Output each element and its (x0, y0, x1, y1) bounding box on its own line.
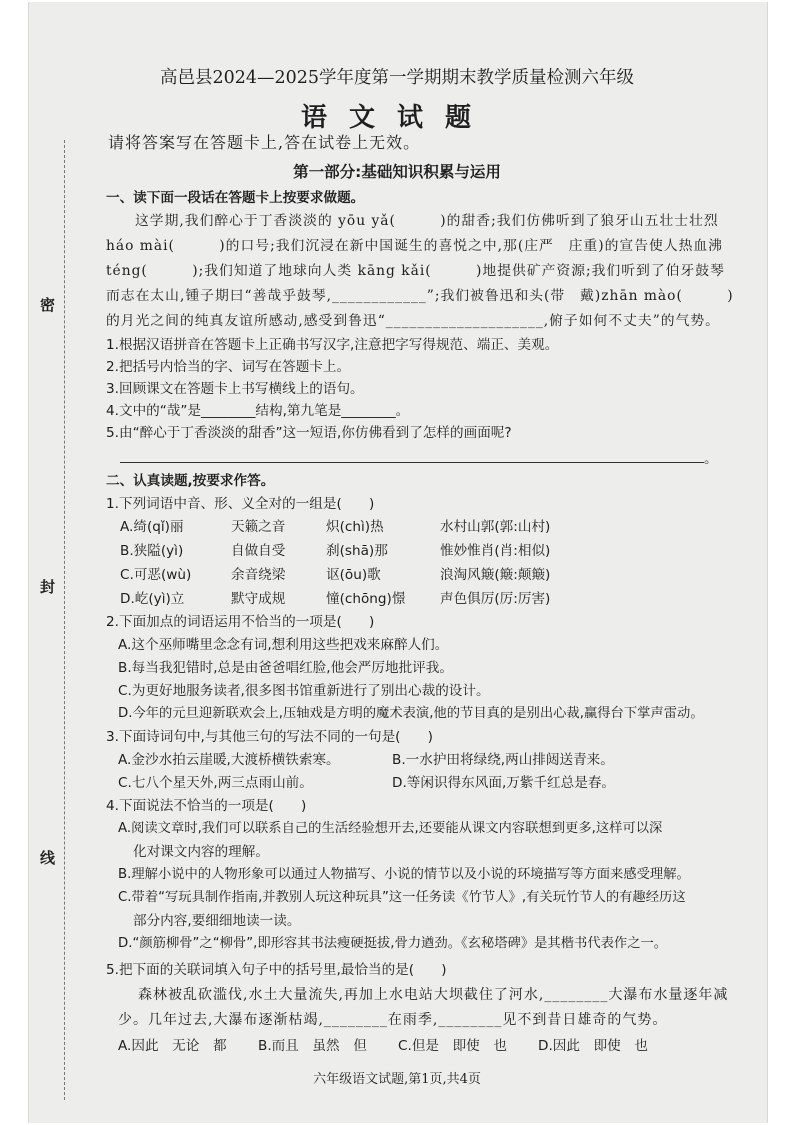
option: D.等闲识得东风面,万紫千红总是春。 (392, 775, 616, 791)
passage-line: 而志在太山,锺子期曰“善哉乎鼓琴,____________”;我们被鲁迅和头(带 戴)zhān mào( ) (106, 288, 734, 304)
question: 5.把下面的关联词填入句子中的括号里,最恰当的是( ) (106, 962, 447, 978)
part-one-title: 第一部分:基础知识积累与运用 (293, 163, 501, 181)
answer-line (120, 462, 704, 463)
option: B.而且 虽然 但 (258, 1038, 367, 1054)
passage-line: háo mài( )的口号;我们沉浸在新中国诞生的喜悦之中,那(庄严 庄重)的宣告使人热血沸 (106, 238, 723, 254)
option: 部分内容,要细细地读一读。 (133, 913, 301, 929)
question: 2.下面加点的词语运用不恰当的一项是( ) (106, 614, 375, 630)
question: 4.下面说法不恰当的一项是( ) (106, 798, 307, 814)
page-footer: 六年级语文试题,第1页,共4页 (313, 1072, 481, 1087)
option: D.“颜筋柳骨”之“柳骨”,即形容其书法瘦硬挺拔,骨力遒劲。《玄秘塔碑》是其楷书代表作之一。 (118, 936, 668, 951)
option: A.绮(qǐ)丽 (120, 519, 184, 535)
passage-line: 少。几年过去,大瀑布逐渐枯竭,________在雨季,________见不到昔日雄奇的气势。 (118, 1012, 668, 1028)
passage-line: 森林被乱砍滥伐,水土大量流失,再加上水电站大坝截住了河水,________大瀑布水量逐年减 (138, 987, 729, 1003)
option: B.一水护田将绿绕,两山排闼送青来。 (392, 752, 614, 768)
option: A.因此 无论 都 (118, 1038, 227, 1054)
option: 水村山郭(郭:山村) (440, 519, 551, 535)
passage-line: 的月光之间的纯真友谊所感动,感受到鲁迅“____________________,俯子如何不丈夫”的气势。 (106, 313, 720, 329)
option: D.屹(yì)立 (120, 591, 185, 607)
option: C.七八个星天外,两三点雨山前。 (118, 775, 313, 791)
option: 默守成规 (231, 591, 286, 607)
option: 惟妙惟肖(肖:相似) (440, 543, 551, 559)
instruction: 请将答案写在答题卡上,答在试卷上无效。 (108, 133, 421, 152)
passage-line: 这学期,我们醉心于丁香淡淡的 yōu yǎ( )的甜香;我们仿佛听到了狼牙山五壮士壮烈 (135, 213, 719, 229)
seal-char-feng: 封 (40, 574, 55, 599)
option: B.理解小说中的人物形象可以通过人物描写、小说的情节以及小说的环境描写等方面来感受理解。 (118, 867, 690, 882)
option: A.这个巫师嘴里念念有词,想利用这些把戏来麻醉人们。 (118, 637, 449, 653)
option: B.每当我犯错时,总是由爸爸唱红脸,他会严厉地批评我。 (118, 660, 453, 676)
section-two-heading: 二、认真读题,按要求作答。 (106, 473, 275, 489)
option: C.可恶(wù) (120, 567, 192, 583)
question: 5.由“醉心于丁香淡淡的甜香”这一短语,你仿佛看到了怎样的画面呢? (106, 425, 512, 441)
option: 憧(chōng)憬 (326, 591, 406, 607)
question: 3.下面诗词句中,与其他三句的写法不同的一句是( ) (106, 729, 433, 745)
question: 4.文中的“哉”是________结构,第九笔是________。 (106, 403, 410, 419)
seal-char-xian: 线 (40, 845, 55, 870)
option: 浪淘风簸(簸:颠簸) (440, 567, 551, 583)
option: D.因此 即使 也 (538, 1038, 648, 1054)
option: 炽(chì)热 (326, 519, 384, 535)
passage-line: téng( );我们知道了地球向人类 kāng kǎi( )地提供矿产资源;我们听到了伯牙鼓琴 (106, 263, 725, 279)
period: 。 (704, 451, 718, 467)
binding-dashed-line (64, 140, 65, 1100)
question: 2.把括号内恰当的字、词写在答题卡上。 (106, 359, 351, 375)
question: 1.根据汉语拼音在答题卡上正确书写汉字,注意把字写得规范、端正、美观。 (106, 337, 559, 353)
option: 余音绕梁 (231, 567, 286, 583)
option: 化对课文内容的理解。 (133, 844, 269, 860)
option: 声色俱厉(厉:厉害) (440, 591, 551, 607)
option: C.但是 即使 也 (398, 1038, 507, 1054)
option: A.金沙水拍云崖暖,大渡桥横铁索寒。 (118, 752, 340, 768)
exam-header: 高邑县2024—2025学年度第一学期期末教学质量检测六年级 (159, 68, 635, 88)
option: C.为更好地服务读者,很多图书馆重新进行了别出心裁的设计。 (118, 683, 490, 699)
option: 自做自受 (231, 543, 286, 559)
option: 天籁之音 (231, 519, 286, 535)
option: A.阅读文章时,我们可以联系自己的生活经验想开去,还要能从课文内容联想到更多,这样可以深 (118, 821, 663, 836)
question: 3.回顾课文在答题卡上书写横线上的语句。 (106, 381, 364, 397)
option: D.今年的元旦迎新联欢会上,压轴戏是方明的魔术表演,他的节目真的是别出心裁,赢得台下掌声雷动。 (118, 706, 704, 721)
question: 1.下列词语中音、形、义全对的一组是( ) (106, 496, 375, 512)
option: C.带着“写玩具制作指南,并教别人玩这种玩具”这一任务读《竹节人》,有关玩竹节人的有趣经历这 (118, 890, 686, 905)
option: B.狭隘(yì) (120, 543, 184, 559)
section-one-heading: 一、读下面一段话在答题卡上按要求做题。 (106, 190, 365, 206)
exam-title: 语文试题 (300, 103, 493, 133)
option: 刹(shā)那 (326, 543, 388, 559)
seal-char-mi: 密 (40, 292, 55, 317)
option: 讴(ōu)歌 (326, 567, 381, 583)
